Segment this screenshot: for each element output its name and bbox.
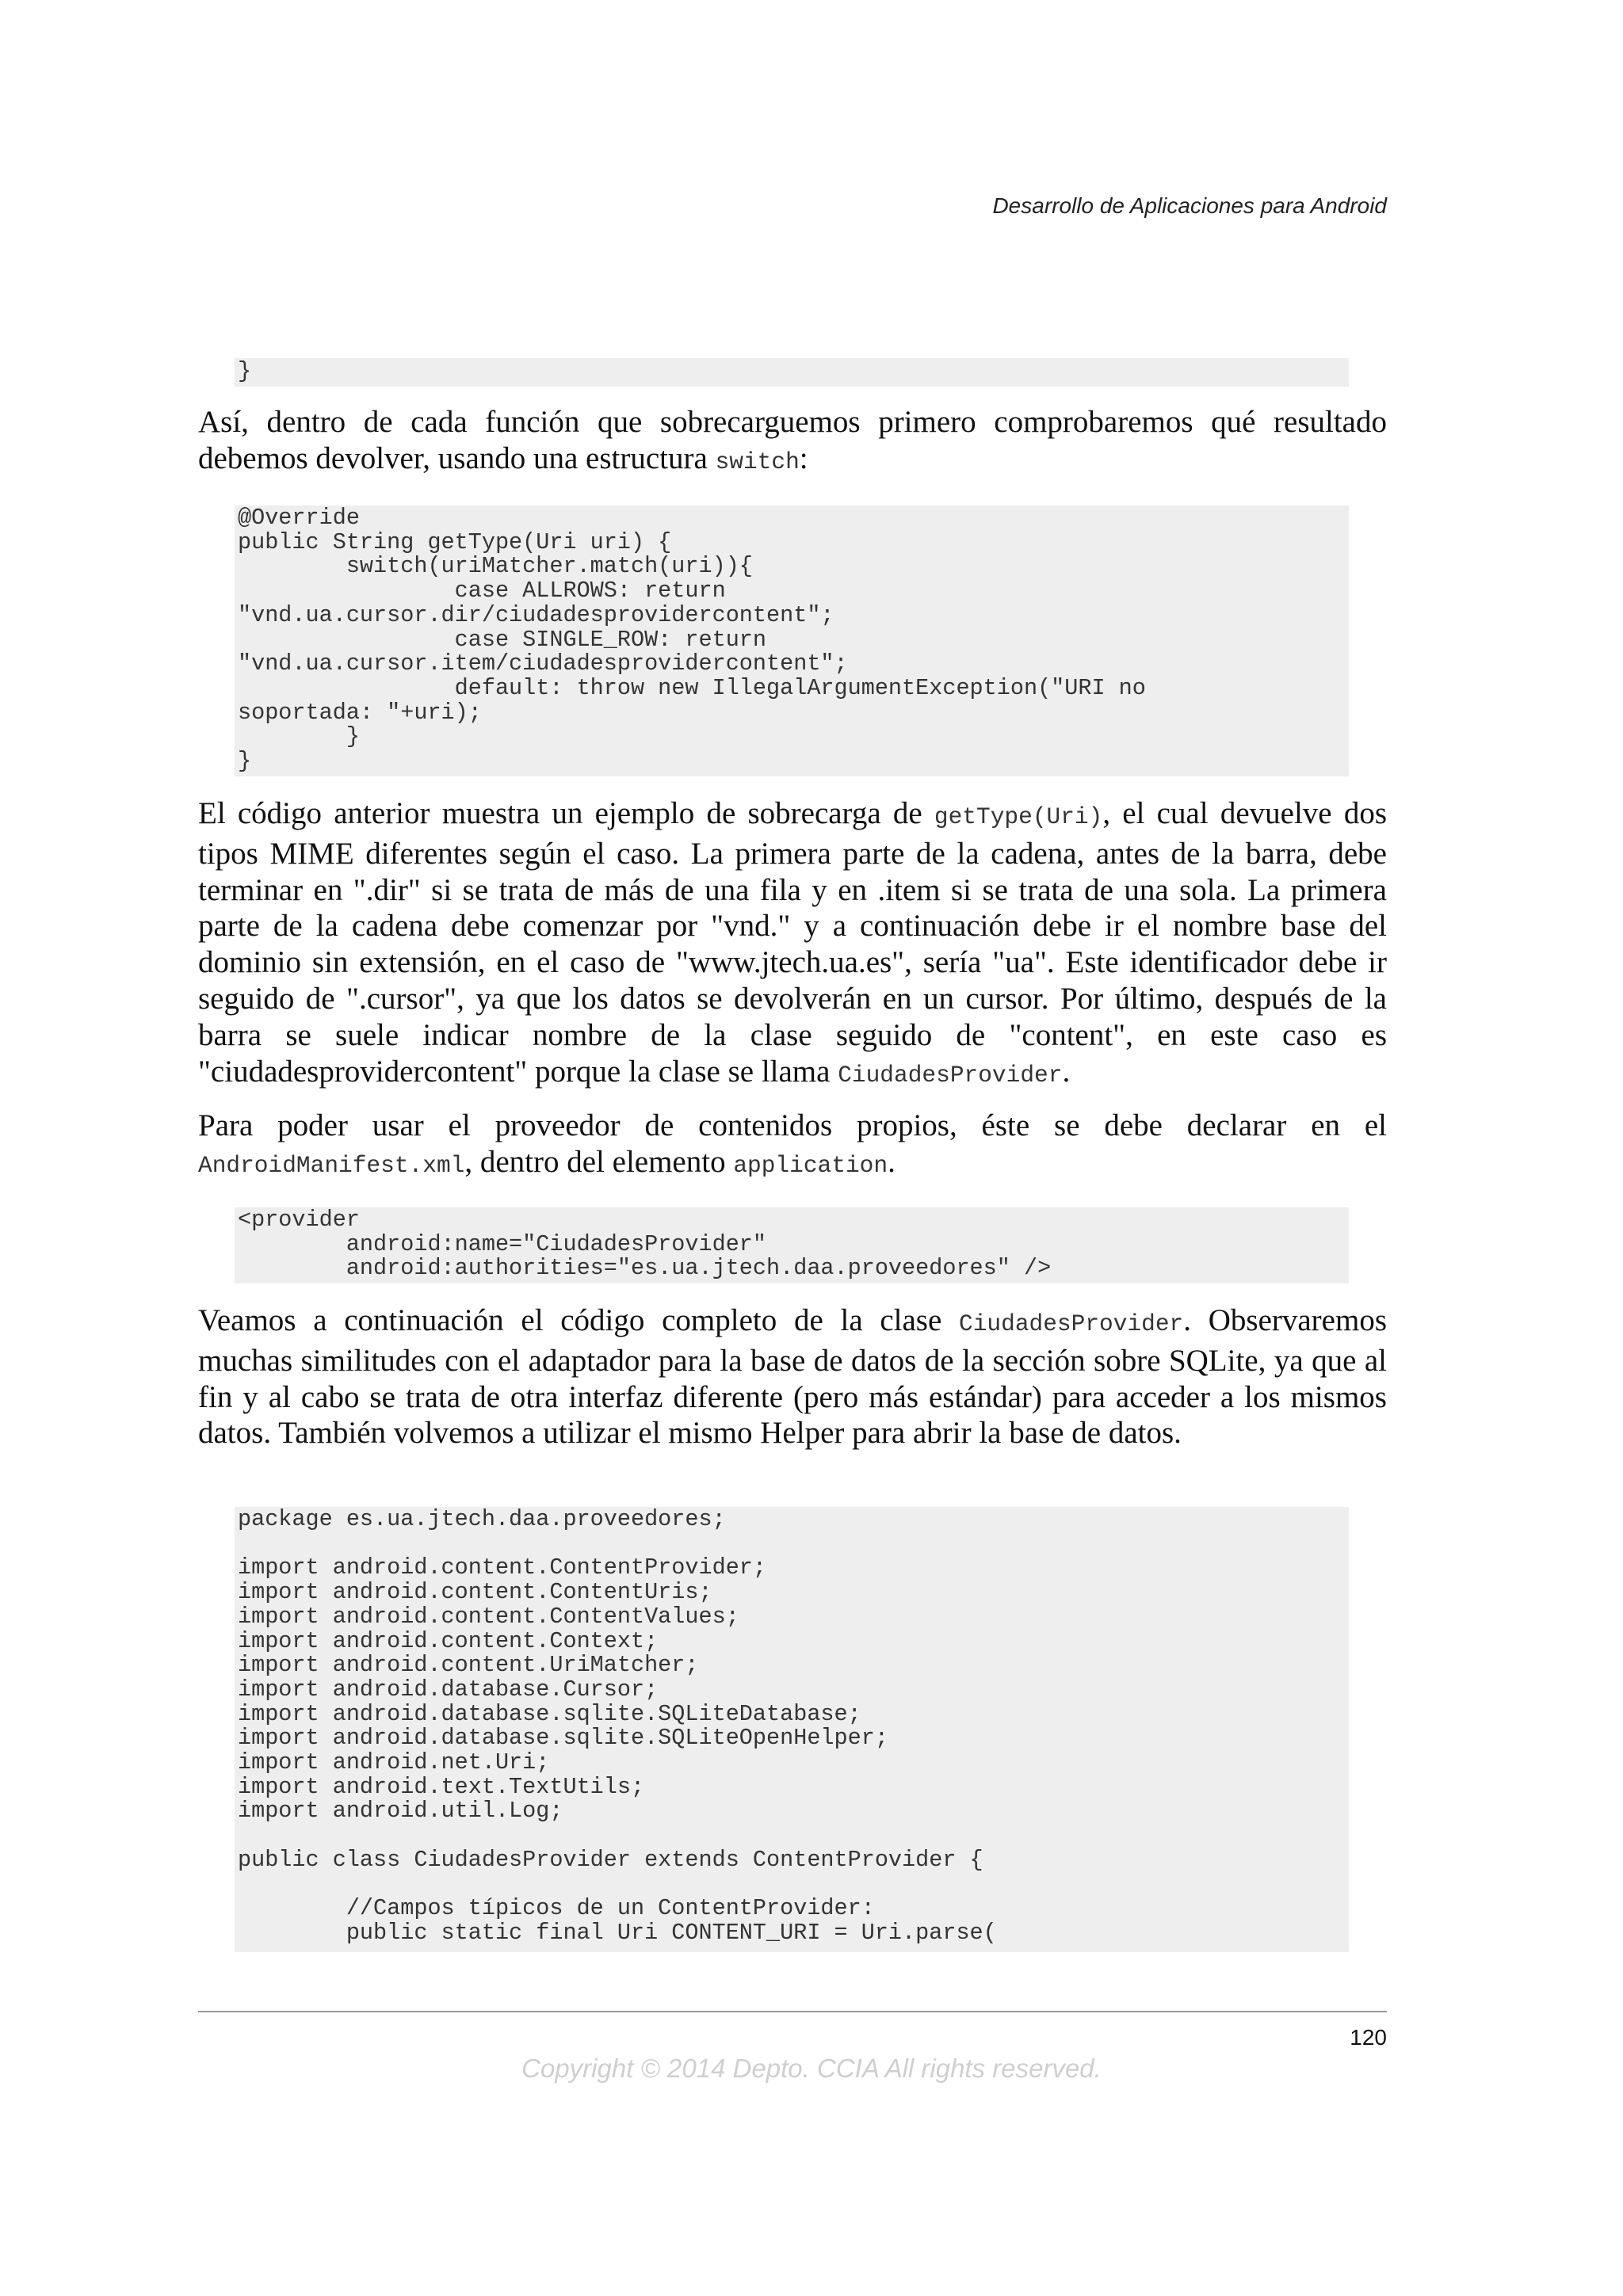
paragraph-switch-intro — [198, 404, 1387, 481]
code-block-closing-brace: } — [235, 358, 1349, 387]
inline-code-manifest-file: AndroidManifest.xml — [198, 1151, 465, 1179]
paragraph-class-intro — [198, 1302, 1387, 1451]
paragraph-text: . — [888, 1144, 896, 1179]
paragraph-text: Para poder usar el proveedor de contenidos propios, éste se debe declarar en el — [198, 1108, 1387, 1142]
paragraph-gettype-explanation — [198, 795, 1387, 1093]
paragraph-text: . Observaremos muchas similitudes con el adaptador para la base de datos de la sección sobre SQLite, ya que al fin y al cabo se trata de otra interfaz diferente (pero más estándar) para acceder a los mismos datos. También volvemos a utilizar el mismo Helper para abrir la base de datos. — [198, 1303, 1387, 1451]
running-header: Desarrollo de Aplicaciones para Android — [992, 193, 1387, 218]
paragraph-text: El código anterior muestra un ejemplo de sobrecarga de — [198, 796, 934, 830]
paragraph-text: : — [799, 441, 808, 475]
inline-code-classname: CiudadesProvider — [838, 1061, 1063, 1089]
footer-divider — [198, 2011, 1387, 2012]
inline-code-application: application — [733, 1151, 888, 1179]
paragraph-text: Así, dentro de cada función que sobrecarguemos primero comprobaremos qué resultado debemos devolver, usando una estructura — [198, 405, 1387, 475]
paragraph-text: , el cual devuelve dos tipos MIME diferentes según el caso. La primera parte de la cadena, antes de la barra, debe terminar en ".dir" si se trata de más de una fila y en .item si se trata de una sola. La primera parte de la cadena debe comenzar por "vnd." y a continuación debe ir el nombre base del dominio sin extensión, en el caso de "www.jtech.ua.es", sería "ua". Este identificador debe ir seguido de ".cursor", ya que los datos se devolverán en un cursor. Por último, después de la barra se suele indicar nombre de la clase seguido de "content", en este caso es "ciudadesprovidercontent" porque la clase se llama — [198, 796, 1387, 1089]
inline-code-classname: CiudadesProvider — [959, 1310, 1184, 1337]
inline-code-switch: switch — [715, 448, 800, 475]
inline-code-gettype: getType(Uri) — [934, 803, 1103, 830]
page-number: 120 — [1350, 2025, 1387, 2050]
paragraph-text: , dentro del elemento — [464, 1144, 734, 1179]
code-block-gettype: @Override public String getType(Uri uri) { switch(uriMatcher.match(uri)){ case ALLROWS: return "vnd.ua.cursor.dir/ciudadesprovidercontent"; case SINGLE_ROW: return "vnd.ua.cursor.item/ciudadesprovidercontent"; default: throw new IllegalArgumentException("URI no soportada: "+uri); } } — [235, 505, 1349, 776]
code-block-provider-manifest: <provider android:name="CiudadesProvider" android:authorities="es.ua.jtech.daa.proveedores" /> — [235, 1207, 1349, 1283]
paragraph-text: Veamos a continuación el código completo de la clase — [198, 1303, 960, 1337]
paragraph-text: . — [1062, 1054, 1071, 1089]
paragraph-manifest-intro — [198, 1108, 1387, 1184]
copyright-notice: Copyright © 2014 Depto. CCIA All rights reserved. — [521, 2054, 1102, 2083]
code-block-class-listing: package es.ua.jtech.daa.proveedores; import android.content.ContentProvider; import android.content.ContentUris; import android.content.ContentValues; import android.content.Context; import android.content.UriMatcher; import android.database.Cursor; import android.database.sqlite.SQLiteDatabase; import android.database.sqlite.SQLiteOpenHelper; import android.net.Uri; import android.text.TextUtils; import android.util.Log; public class CiudadesProvider extends ContentProvider { //Campos típicos de un ContentProvider: public static final Uri CONTENT_URI = Uri.parse( — [235, 1507, 1349, 1952]
